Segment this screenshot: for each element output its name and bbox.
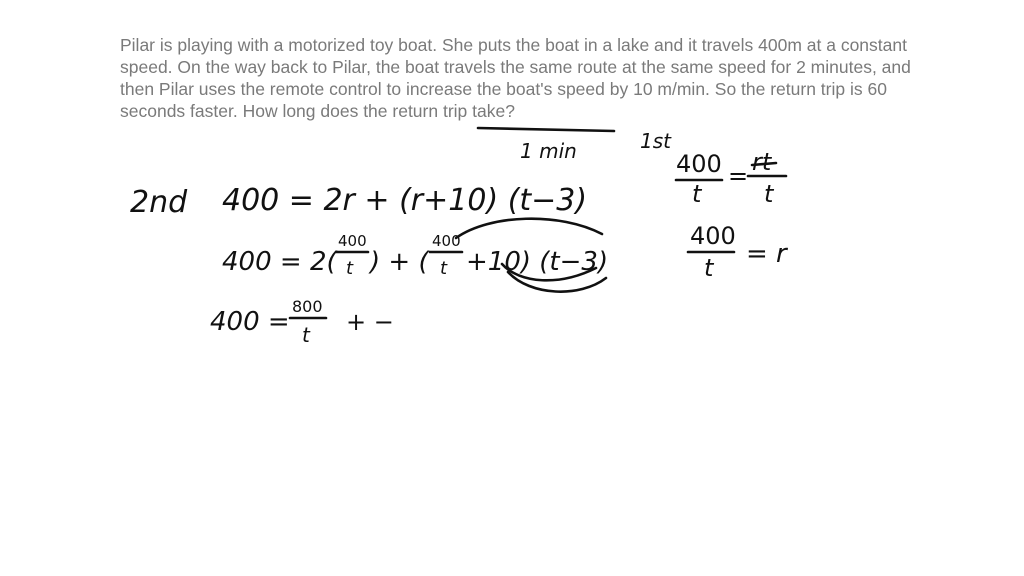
- first-fraction-denominator: t: [692, 180, 702, 208]
- first-equals: =: [728, 162, 749, 190]
- equation-three-tail: + −: [346, 308, 394, 336]
- second-rhs: = r: [746, 239, 787, 269]
- problem-statement: Pilar is playing with a motorized toy boat. She puts the boat in a lake and it travels 400m at a constant speed. On the way back to Pilar, the boat travels the same route at the same speed for 2 minutes, and then Pilar uses the remote control to increase the boat's speed by 10 m/min. So the return trip is 60 seconds faster. How long does the return trip take?: [120, 35, 911, 121]
- equation-two-fraction2-numerator: 400: [432, 232, 461, 250]
- distribution-arc-top: [456, 219, 602, 238]
- equation-two-fraction-numerator: 400: [338, 232, 367, 250]
- second-fraction-denominator: t: [704, 254, 714, 282]
- equation-two-lhs: 400 = 2(: [222, 247, 337, 277]
- equation-two-middle: ) + (: [370, 247, 429, 277]
- label-second: 2nd: [130, 185, 188, 220]
- annotation-one-min: 1 min: [520, 139, 577, 163]
- equation-two-fraction2-denominator: t: [440, 258, 448, 279]
- first-rhs-numerator: rt: [752, 148, 772, 176]
- equation-three-fraction-denominator: t: [302, 323, 310, 347]
- equation-three-fraction-numerator: 800: [292, 297, 323, 316]
- first-rhs-denominator: t: [764, 180, 774, 208]
- label-first: 1st: [640, 129, 671, 153]
- equation-one: 400 = 2r + (r+10) (t−3): [222, 183, 588, 218]
- underline-stroke: [478, 128, 614, 131]
- equation-three-lhs: 400 =: [210, 307, 290, 337]
- equation-two-tail: +10) (t−3): [466, 247, 609, 277]
- equation-two-fraction-denominator: t: [346, 258, 354, 279]
- first-fraction-numerator: 400: [676, 150, 722, 178]
- second-fraction-numerator: 400: [690, 222, 736, 250]
